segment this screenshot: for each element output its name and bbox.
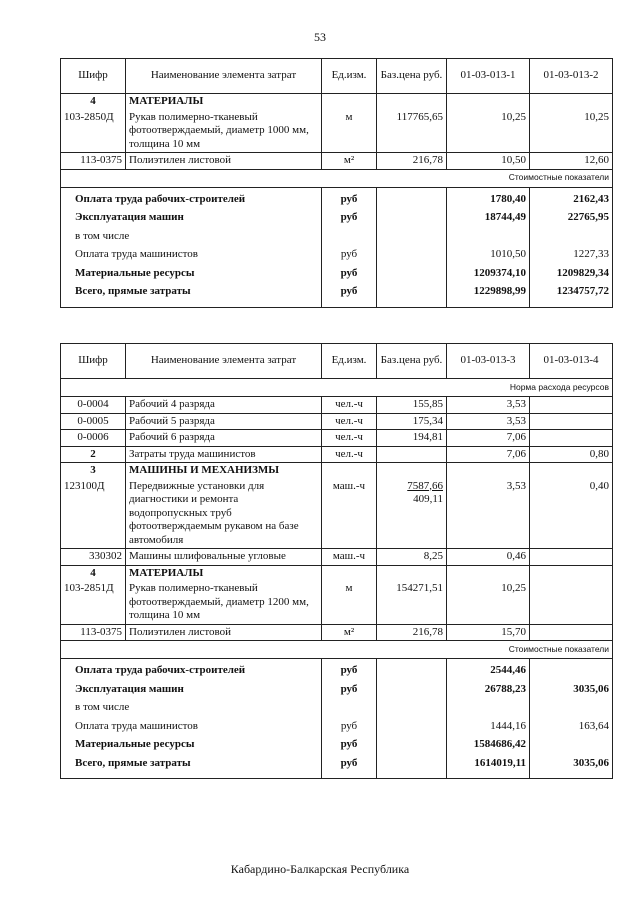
- total-value-1: 1209374,10: [447, 265, 530, 284]
- section-title: МАТЕРИАЛЫ: [126, 565, 322, 581]
- total-value-1: 1584686,42: [447, 736, 530, 755]
- row-value-1: 10,25: [447, 110, 530, 153]
- row-price: 194,81: [377, 430, 447, 447]
- table-header-row: [61, 59, 613, 94]
- row-value-1: 0,46: [447, 549, 530, 566]
- total-label: Оплата труда рабочих-строителей: [61, 659, 322, 681]
- total-label: Материальные ресурсы: [61, 265, 322, 284]
- total-value-2: 22765,95: [530, 209, 613, 228]
- total-row: [61, 736, 613, 755]
- row-name: Рабочий 6 разряда: [126, 430, 322, 447]
- row-code: 0-0006: [61, 430, 126, 447]
- row-value-1: 7,06: [447, 430, 530, 447]
- header-unit: Ед.изм.: [322, 344, 377, 379]
- row-unit: чел.-ч: [322, 430, 377, 447]
- section-code: 4: [61, 94, 126, 110]
- total-value-2: 163,64: [530, 718, 613, 737]
- total-value-1: 18744,49: [447, 209, 530, 228]
- row-value-1: 3,53: [447, 413, 530, 430]
- row-value-1: 3,53: [447, 479, 530, 549]
- total-label: Эксплуатация машин: [61, 681, 322, 700]
- total-unit: руб: [322, 659, 377, 681]
- row-code: 123100Д: [61, 479, 126, 549]
- total-label: Всего, прямые затраты: [61, 755, 322, 779]
- total-unit: руб: [322, 755, 377, 779]
- row-value-2: [530, 549, 613, 566]
- total-value-2: [530, 736, 613, 755]
- row-unit: маш.-ч: [322, 549, 377, 566]
- page-footer-region: Кабардино-Балкарская Республика: [230, 862, 410, 876]
- total-unit: руб: [322, 736, 377, 755]
- row-code: 0-0005: [61, 413, 126, 430]
- total-value-2: 2162,43: [530, 187, 613, 209]
- row-value-2: 10,25: [530, 110, 613, 153]
- header-code: Шифр: [61, 59, 126, 94]
- total-unit: руб: [322, 209, 377, 228]
- norm-band: [61, 379, 613, 397]
- row-unit: чел.-ч: [322, 397, 377, 414]
- table-row: [61, 446, 613, 463]
- table-row: [61, 397, 613, 414]
- band-label: Стоимостные показатели: [61, 169, 613, 187]
- row-value-1: 7,06: [447, 446, 530, 463]
- total-unit: руб: [322, 246, 377, 265]
- row-code: 103-2850Д: [61, 110, 126, 153]
- total-value-1: 1614019,11: [447, 755, 530, 779]
- row-value-2: [530, 624, 613, 641]
- row-price-main: 7587,66: [407, 479, 443, 492]
- cost-table-1: [60, 58, 613, 308]
- row-value-2: 0,80: [530, 446, 613, 463]
- row-name: Рукав полимерно-тканевый фотоотверждаемый, диаметр 1200 мм, толщина 10 мм: [126, 581, 322, 624]
- page-number: 53: [314, 30, 326, 44]
- table-row: [61, 153, 613, 170]
- row-price: 216,78: [377, 624, 447, 641]
- total-label: Оплата труда машинистов: [61, 246, 322, 265]
- section-title: МАШИНЫ И МЕХАНИЗМЫ: [126, 463, 322, 479]
- total-row: [61, 228, 613, 247]
- table-row: [61, 549, 613, 566]
- total-value-2: [530, 659, 613, 681]
- row-price: 154271,51: [377, 581, 447, 624]
- row-name: Полиэтилен листовой: [126, 624, 322, 641]
- total-value-1: 26788,23: [447, 681, 530, 700]
- row-name: Рабочий 4 разряда: [126, 397, 322, 414]
- total-row: [61, 681, 613, 700]
- total-unit: руб: [322, 283, 377, 307]
- table-row: [61, 479, 613, 549]
- row-price-secondary: 409,11: [413, 493, 443, 505]
- section-code: 4: [61, 565, 126, 581]
- total-unit: руб: [322, 681, 377, 700]
- header-name: Наименование элемента затрат: [126, 59, 322, 94]
- row-code: 113-0375: [61, 153, 126, 170]
- section-code: 3: [61, 463, 126, 479]
- row-name: Затраты труда машинистов: [126, 446, 322, 463]
- row-name: Рукав полимерно-тканевый фотоотверждаемый, диаметр 1000 мм, толщина 10 мм: [126, 110, 322, 153]
- header-name: Наименование элемента затрат: [126, 344, 322, 379]
- table-header-row: [61, 344, 613, 379]
- total-row: [61, 718, 613, 737]
- row-value-2: [530, 430, 613, 447]
- row-code: 0-0004: [61, 397, 126, 414]
- row-price: 155,85: [377, 397, 447, 414]
- total-label: Оплата труда рабочих-строителей: [61, 187, 322, 209]
- header-rate-2: 01-03-013-2: [530, 59, 613, 94]
- row-code: 330302: [61, 549, 126, 566]
- row-name: Передвижные установки для диагностики и ремонта водопропускных труб фотоотверждаемым рукавом на базе автомобиля: [126, 479, 322, 549]
- total-value-2: 1209829,34: [530, 265, 613, 284]
- row-unit: м: [322, 581, 377, 624]
- table-row: [61, 413, 613, 430]
- row-value-1: 15,70: [447, 624, 530, 641]
- row-code: 113-0375: [61, 624, 126, 641]
- total-row: [61, 209, 613, 228]
- section-row: [61, 565, 613, 581]
- header-unit: Ед.изм.: [322, 59, 377, 94]
- cost-band: [61, 641, 613, 659]
- total-value-1: 1010,50: [447, 246, 530, 265]
- total-label: в том числе: [61, 228, 322, 247]
- cost-table-2: [60, 343, 613, 779]
- header-rate-4: 01-03-013-4: [530, 344, 613, 379]
- row-unit: м: [322, 110, 377, 153]
- total-value-2: 1234757,72: [530, 283, 613, 307]
- row-price: 117765,65: [377, 110, 447, 153]
- row-unit: маш.-ч: [322, 479, 377, 549]
- cost-band: [61, 169, 613, 187]
- row-value-1: 10,25: [447, 581, 530, 624]
- header-rate-1: 01-03-013-1: [447, 59, 530, 94]
- total-row: [61, 265, 613, 284]
- table-row: [61, 110, 613, 153]
- band-label: Стоимостные показатели: [61, 641, 613, 659]
- row-price: 8,25: [377, 549, 447, 566]
- row-name: Полиэтилен листовой: [126, 153, 322, 170]
- total-value-1: 1229898,99: [447, 283, 530, 307]
- total-row: [61, 699, 613, 718]
- total-row: [61, 187, 613, 209]
- row-price: 175,34: [377, 413, 447, 430]
- row-unit: чел.-ч: [322, 446, 377, 463]
- total-unit: руб: [322, 265, 377, 284]
- row-price: [377, 446, 447, 463]
- total-value-2: 3035,06: [530, 681, 613, 700]
- total-value-2: 3035,06: [530, 755, 613, 779]
- row-unit: чел.-ч: [322, 413, 377, 430]
- row-name: Машины шлифовальные угловые: [126, 549, 322, 566]
- row-name: Рабочий 5 разряда: [126, 413, 322, 430]
- header-rate-3: 01-03-013-3: [447, 344, 530, 379]
- row-unit: м²: [322, 624, 377, 641]
- row-value-2: [530, 413, 613, 430]
- row-value-2: 12,60: [530, 153, 613, 170]
- section-row: [61, 94, 613, 110]
- row-value-1: 3,53: [447, 397, 530, 414]
- header-price: Баз.цена руб.: [377, 59, 447, 94]
- total-label: Оплата труда машинистов: [61, 718, 322, 737]
- section-title: МАТЕРИАЛЫ: [126, 94, 322, 110]
- row-value-2: [530, 581, 613, 624]
- band-label: Норма расхода ресурсов: [61, 379, 613, 397]
- header-code: Шифр: [61, 344, 126, 379]
- section-row: [61, 463, 613, 479]
- table-row: [61, 581, 613, 624]
- total-label: Всего, прямые затраты: [61, 283, 322, 307]
- total-value-1: 2544,46: [447, 659, 530, 681]
- total-unit: руб: [322, 187, 377, 209]
- row-value-2: 0,40: [530, 479, 613, 549]
- row-price: 216,78: [377, 153, 447, 170]
- table-row: [61, 430, 613, 447]
- row-unit: м²: [322, 153, 377, 170]
- total-row: [61, 246, 613, 265]
- row-price: [377, 479, 447, 549]
- total-value-1: 1780,40: [447, 187, 530, 209]
- total-label: в том числе: [61, 699, 322, 718]
- row-value-1: 10,50: [447, 153, 530, 170]
- total-row: [61, 283, 613, 307]
- table-row: [61, 624, 613, 641]
- header-price: Баз.цена руб.: [377, 344, 447, 379]
- row-code: 103-2851Д: [61, 581, 126, 624]
- total-value-1: 1444,16: [447, 718, 530, 737]
- total-row: [61, 659, 613, 681]
- total-unit: руб: [322, 718, 377, 737]
- row-code: 2: [61, 446, 126, 463]
- total-label: Эксплуатация машин: [61, 209, 322, 228]
- total-row: [61, 755, 613, 779]
- total-label: Материальные ресурсы: [61, 736, 322, 755]
- total-value-2: 1227,33: [530, 246, 613, 265]
- row-value-2: [530, 397, 613, 414]
